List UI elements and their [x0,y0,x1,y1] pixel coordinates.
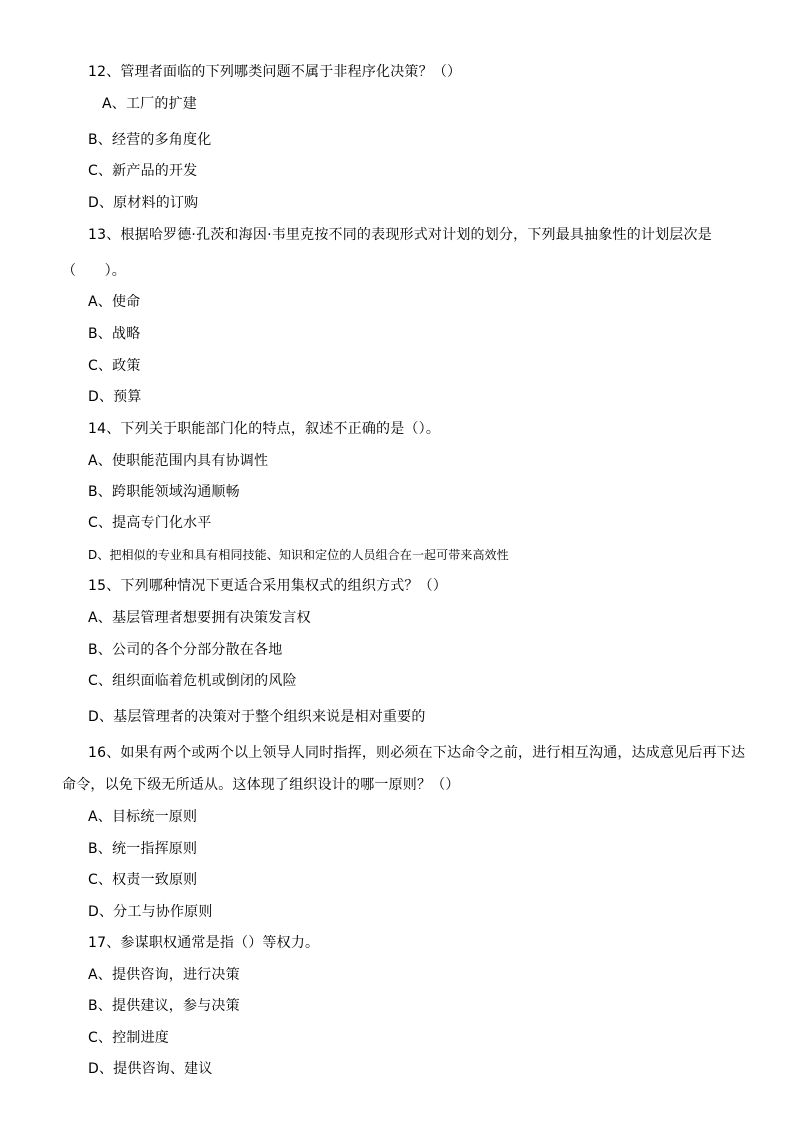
option-b: B、提供建议，参与决策 [88,998,240,1014]
option-c: C、提高专门化水平 [88,515,212,531]
option-c: C、政策 [88,358,141,374]
option-c: C、组织面临着危机或倒闭的风险 [88,673,297,689]
option-d: D、基层管理者的决策对于整个组织来说是相对重要的 [88,709,426,725]
question-stem: 16、如果有两个或两个以上领导人同时指挥，则必须在下达命令之前，进行相互沟通，达成意见后再下达 [88,745,746,761]
option-d: D、预算 [88,389,142,405]
option-d: D、把相似的专业和具有相同技能、知识和定位的人员组合在一起可带来高效性 [88,548,509,562]
question-stem: 13、根据哈罗德·孔茨和海因·韦里克按不同的表现形式对计划的划分，下列最具抽象性的计划层次是 [88,227,712,243]
option-b: B、统一指挥原则 [88,841,198,857]
question-stem: 17、参谋职权通常是指（）等权力。 [88,935,320,951]
option-b: B、战略 [88,326,141,342]
option-a: A、提供咨询，进行决策 [88,967,240,983]
option-a: A、使命 [88,294,141,310]
option-a: A、工厂的扩建 [102,96,197,112]
option-b: B、公司的各个分部分散在各地 [88,642,283,658]
question-stem: 14、下列关于职能部门化的特点，叙述不正确的是（）。 [88,421,441,437]
option-a: A、使职能范围内具有协调性 [88,453,269,469]
option-a: A、基层管理者想要拥有决策发言权 [88,610,311,626]
question-stem-continued: 命令，以免下级无所适从。这体现了组织设计的哪一原则？（） [62,777,460,793]
option-d: D、分工与协作原则 [88,904,213,920]
option-a: A、目标统一原则 [88,809,198,825]
option-d: D、提供咨询、建议 [88,1061,213,1077]
question-stem-continued: （ ）。 [62,263,126,279]
option-b: B、跨职能领域沟通顺畅 [88,484,240,500]
question-stem: 15、下列哪种情况下更适合采用集权式的组织方式？（） [88,578,448,594]
option-d: D、原材料的订购 [88,195,199,211]
option-c: C、控制进度 [88,1030,169,1046]
option-c: C、权责一致原则 [88,872,198,888]
option-c: C、新产品的开发 [88,163,198,179]
option-b: B、经营的多角度化 [88,132,212,148]
question-stem: 12、管理者面临的下列哪类问题不属于非程序化决策？（） [88,64,462,80]
